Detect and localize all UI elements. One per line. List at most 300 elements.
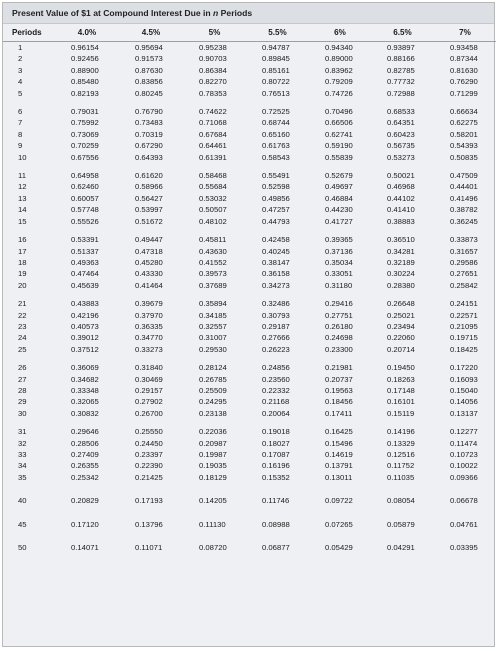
value-cell: 0.35034 <box>325 257 353 267</box>
value-cell: 0.64461 <box>199 141 227 151</box>
column-header-rate: 4.0% <box>55 24 119 42</box>
value-cell: 0.29416 <box>325 299 353 309</box>
spacer-cell <box>3 99 496 106</box>
value-cell: 0.58966 <box>135 182 163 192</box>
value-cell: 0.34281 <box>387 246 415 256</box>
table-row <box>3 193 496 204</box>
table-row <box>3 257 496 268</box>
period-cell: 23 <box>18 321 27 331</box>
value-cell: 0.21981 <box>325 363 353 373</box>
value-cell: 0.17087 <box>262 450 290 459</box>
value-cell: 0.12277 <box>450 427 478 437</box>
value-cell: 0.35894 <box>199 299 227 309</box>
value-cell: 0.34185 <box>199 310 227 320</box>
value-cell: 0.66506 <box>325 118 353 128</box>
table-row <box>3 519 496 530</box>
value-cell: 0.25842 <box>450 280 478 290</box>
value-cell: 0.11746 <box>262 496 290 506</box>
period-cell: 19 <box>18 269 27 279</box>
value-cell: 0.41410 <box>387 205 415 215</box>
table-row <box>3 426 496 437</box>
value-cell: 0.39679 <box>135 299 163 309</box>
header-row <box>3 24 496 42</box>
value-cell: 0.36158 <box>262 269 290 279</box>
table-row <box>3 280 496 291</box>
value-cell: 0.30469 <box>135 374 163 384</box>
value-cell: 0.41464 <box>135 280 163 290</box>
value-cell: 0.74622 <box>199 107 227 117</box>
value-cell: 0.51672 <box>135 216 163 226</box>
value-cell: 0.12516 <box>387 450 415 459</box>
value-cell: 0.58201 <box>450 129 478 139</box>
value-cell: 0.59190 <box>325 141 353 151</box>
period-cell: 11 <box>18 171 26 181</box>
period-cell: 16 <box>18 235 27 245</box>
table-row <box>3 204 496 215</box>
value-cell: 0.20987 <box>199 438 227 448</box>
group-spacer-row <box>3 483 496 495</box>
value-cell: 0.26785 <box>199 374 227 384</box>
spacer-cell <box>3 163 496 170</box>
value-cell: 0.50835 <box>450 152 478 162</box>
value-cell: 0.93458 <box>450 43 478 52</box>
value-cell: 0.20064 <box>262 408 290 418</box>
table-row <box>3 106 496 117</box>
group-spacer-row <box>3 507 496 519</box>
value-cell: 0.73483 <box>135 118 163 128</box>
value-cell: 0.49856 <box>262 193 290 203</box>
period-cell: 33 <box>18 450 27 459</box>
value-cell: 0.15496 <box>325 438 353 448</box>
value-cell: 0.68533 <box>387 107 415 117</box>
value-cell: 0.65160 <box>262 129 290 139</box>
value-cell: 0.42196 <box>71 310 99 320</box>
value-cell: 0.36335 <box>135 321 163 331</box>
value-cell: 0.13137 <box>450 408 478 418</box>
table-body <box>3 42 496 554</box>
value-cell: 0.50021 <box>387 171 415 181</box>
value-cell: 0.81630 <box>450 65 478 75</box>
value-cell: 0.19563 <box>325 385 353 395</box>
value-cell: 0.55839 <box>325 152 353 162</box>
value-cell: 0.24151 <box>450 299 478 309</box>
table-row <box>3 449 496 460</box>
value-cell: 0.88166 <box>387 54 415 64</box>
column-header-periods: Periods <box>3 24 55 42</box>
value-cell: 0.50507 <box>199 205 227 215</box>
value-cell: 0.46968 <box>387 182 415 192</box>
column-header-rate: 6% <box>309 24 371 42</box>
period-cell: 21 <box>18 299 27 309</box>
period-cell: 32 <box>18 438 27 448</box>
value-cell: 0.46884 <box>325 193 353 203</box>
spacer-cell <box>3 419 496 426</box>
value-cell: 0.34273 <box>262 280 290 290</box>
value-cell: 0.18456 <box>325 397 353 407</box>
value-cell: 0.80245 <box>135 88 163 98</box>
value-cell: 0.37970 <box>135 310 163 320</box>
table-title <box>3 3 494 24</box>
value-cell: 0.64393 <box>135 152 163 162</box>
group-spacer-row <box>3 227 496 234</box>
column-header-rate: 5.5% <box>246 24 309 42</box>
period-cell: 27 <box>18 374 27 384</box>
value-cell: 0.22390 <box>135 461 163 471</box>
value-cell: 0.19450 <box>387 363 415 373</box>
spacer-cell <box>3 355 496 362</box>
value-cell: 0.26223 <box>262 344 290 354</box>
value-cell: 0.05429 <box>325 543 353 553</box>
value-cell: 0.55491 <box>262 171 290 181</box>
value-cell: 0.62275 <box>450 118 478 128</box>
value-cell: 0.15119 <box>387 408 415 418</box>
value-cell: 0.10022 <box>450 461 478 471</box>
value-cell: 0.68744 <box>262 118 290 128</box>
value-cell: 0.83962 <box>325 65 353 75</box>
present-value-table <box>3 24 496 553</box>
value-cell: 0.30224 <box>387 269 415 279</box>
value-cell: 0.13329 <box>387 438 415 448</box>
value-cell: 0.34682 <box>71 374 99 384</box>
value-cell: 0.29157 <box>135 385 163 395</box>
table-row <box>3 117 496 128</box>
spacer-cell <box>3 227 496 234</box>
value-cell: 0.45639 <box>71 280 99 290</box>
value-cell: 0.32189 <box>387 257 415 267</box>
value-cell: 0.61620 <box>135 171 163 181</box>
value-cell: 0.89000 <box>325 54 353 64</box>
value-cell: 0.22060 <box>387 333 415 343</box>
value-cell: 0.82270 <box>199 77 227 87</box>
table-row <box>3 332 496 343</box>
value-cell: 0.93897 <box>387 43 415 52</box>
value-cell: 0.27751 <box>325 310 353 320</box>
value-cell: 0.53273 <box>387 152 415 162</box>
value-cell: 0.29586 <box>450 257 478 267</box>
value-cell: 0.94787 <box>262 43 290 52</box>
value-cell: 0.11071 <box>135 543 163 553</box>
value-cell: 0.16196 <box>262 461 290 471</box>
value-cell: 0.67290 <box>135 141 163 151</box>
value-cell: 0.25021 <box>387 310 415 320</box>
value-cell: 0.67556 <box>71 152 99 162</box>
value-cell: 0.86384 <box>199 65 227 75</box>
value-cell: 0.39365 <box>325 235 353 245</box>
value-cell: 0.09722 <box>325 496 353 506</box>
value-cell: 0.32065 <box>71 397 99 407</box>
value-cell: 0.92456 <box>71 54 99 64</box>
value-cell: 0.61763 <box>262 141 290 151</box>
table-row <box>3 362 496 373</box>
value-cell: 0.80722 <box>262 77 290 87</box>
value-cell: 0.22571 <box>450 310 478 320</box>
period-cell: 10 <box>18 152 27 162</box>
table-row <box>3 88 496 99</box>
table-row <box>3 310 496 321</box>
period-cell: 17 <box>18 246 27 256</box>
value-cell: 0.55684 <box>199 182 227 192</box>
value-cell: 0.14205 <box>199 496 227 506</box>
value-cell: 0.53032 <box>199 193 227 203</box>
value-cell: 0.15352 <box>262 472 290 482</box>
value-cell: 0.78353 <box>199 88 227 98</box>
value-cell: 0.20737 <box>325 374 353 384</box>
value-cell: 0.64958 <box>71 171 99 181</box>
value-cell: 0.18425 <box>450 344 478 354</box>
value-cell: 0.28380 <box>387 280 415 290</box>
table-title-suffix: Periods <box>218 8 253 18</box>
value-cell: 0.85161 <box>262 65 290 75</box>
value-cell: 0.58468 <box>199 171 227 181</box>
value-cell: 0.18263 <box>387 374 415 384</box>
table-row <box>3 140 496 151</box>
value-cell: 0.89845 <box>262 54 290 64</box>
table-row <box>3 460 496 471</box>
value-cell: 0.25550 <box>135 427 163 437</box>
value-cell: 0.70496 <box>325 107 353 117</box>
value-cell: 0.18027 <box>262 438 290 448</box>
spacer-cell <box>3 483 496 495</box>
table-row <box>3 374 496 385</box>
value-cell: 0.15040 <box>450 385 478 395</box>
value-cell: 0.17148 <box>387 385 415 395</box>
table-row <box>3 246 496 257</box>
value-cell: 0.19715 <box>450 333 478 343</box>
table-row <box>3 344 496 355</box>
value-cell: 0.37689 <box>199 280 227 290</box>
table-title-variable: n <box>213 8 219 18</box>
table-row <box>3 65 496 76</box>
value-cell: 0.06678 <box>450 496 478 506</box>
value-cell: 0.14619 <box>325 450 353 459</box>
value-cell: 0.23397 <box>135 450 163 459</box>
value-cell: 0.24698 <box>325 333 353 343</box>
table-row <box>3 53 496 64</box>
table-row <box>3 76 496 87</box>
value-cell: 0.31007 <box>199 333 227 343</box>
value-cell: 0.08988 <box>262 519 290 529</box>
table-row <box>3 396 496 407</box>
value-cell: 0.08720 <box>199 543 227 553</box>
value-cell: 0.66634 <box>450 107 478 117</box>
value-cell: 0.03395 <box>450 543 478 553</box>
value-cell: 0.36069 <box>71 363 99 373</box>
value-cell: 0.71299 <box>450 88 478 98</box>
value-cell: 0.62460 <box>71 182 99 192</box>
period-cell: 5 <box>18 88 23 98</box>
value-cell: 0.13796 <box>135 519 163 529</box>
value-cell: 0.44230 <box>325 205 353 215</box>
value-cell: 0.62741 <box>325 129 353 139</box>
value-cell: 0.53391 <box>71 235 99 245</box>
value-cell: 0.05879 <box>387 519 415 529</box>
table-row <box>3 472 496 483</box>
value-cell: 0.30793 <box>262 310 290 320</box>
value-cell: 0.17193 <box>135 496 163 506</box>
value-cell: 0.82785 <box>387 65 415 75</box>
value-cell: 0.29646 <box>71 427 99 437</box>
group-spacer-row <box>3 530 496 542</box>
value-cell: 0.10723 <box>450 450 478 459</box>
group-spacer-row <box>3 419 496 426</box>
value-cell: 0.22036 <box>199 427 227 437</box>
value-cell: 0.79031 <box>71 107 99 117</box>
value-cell: 0.17120 <box>71 519 99 529</box>
value-cell: 0.06877 <box>262 543 290 553</box>
value-cell: 0.76513 <box>262 88 290 98</box>
value-cell: 0.45811 <box>199 235 227 245</box>
period-cell: 30 <box>18 408 27 418</box>
period-cell: 3 <box>18 65 23 75</box>
value-cell: 0.21168 <box>262 397 290 407</box>
value-cell: 0.24856 <box>262 363 290 373</box>
value-cell: 0.14071 <box>71 543 99 553</box>
value-cell: 0.11474 <box>450 438 478 448</box>
value-cell: 0.77732 <box>387 77 415 87</box>
value-cell: 0.24295 <box>199 397 227 407</box>
value-cell: 0.07265 <box>325 519 353 529</box>
table-row <box>3 129 496 140</box>
value-cell: 0.67684 <box>199 129 227 139</box>
value-cell: 0.76290 <box>450 77 478 87</box>
period-cell: 4 <box>18 77 23 87</box>
value-cell: 0.95238 <box>199 43 227 52</box>
value-cell: 0.14056 <box>450 397 478 407</box>
group-spacer-row <box>3 291 496 298</box>
value-cell: 0.33348 <box>71 385 99 395</box>
value-cell: 0.23300 <box>325 344 353 354</box>
value-cell: 0.26700 <box>135 408 163 418</box>
value-cell: 0.13791 <box>325 461 353 471</box>
value-cell: 0.31657 <box>450 246 478 256</box>
value-cell: 0.41496 <box>450 193 478 203</box>
spacer-cell <box>3 291 496 298</box>
value-cell: 0.40245 <box>262 246 290 256</box>
value-cell: 0.22332 <box>262 385 290 395</box>
period-cell: 35 <box>18 472 27 482</box>
value-cell: 0.29530 <box>199 344 227 354</box>
value-cell: 0.16101 <box>387 397 415 407</box>
value-cell: 0.73069 <box>71 129 99 139</box>
value-cell: 0.19035 <box>199 461 227 471</box>
value-cell: 0.11035 <box>387 472 415 482</box>
value-cell: 0.47464 <box>71 269 99 279</box>
value-cell: 0.25342 <box>71 472 99 482</box>
value-cell: 0.44102 <box>387 193 415 203</box>
column-header-rate: 4.5% <box>119 24 183 42</box>
value-cell: 0.25509 <box>199 385 227 395</box>
period-cell: 18 <box>18 257 27 267</box>
value-cell: 0.23494 <box>387 321 415 331</box>
table-row <box>3 542 496 553</box>
value-cell: 0.52598 <box>262 182 290 192</box>
value-cell: 0.70259 <box>71 141 99 151</box>
value-cell: 0.52679 <box>325 171 353 181</box>
value-cell: 0.41727 <box>325 216 353 226</box>
value-cell: 0.87344 <box>450 54 478 64</box>
table-row <box>3 42 496 54</box>
value-cell: 0.38782 <box>450 205 478 215</box>
value-cell: 0.71068 <box>199 118 227 128</box>
value-cell: 0.39573 <box>199 269 227 279</box>
value-cell: 0.04291 <box>387 543 415 553</box>
value-cell: 0.16425 <box>325 427 353 437</box>
value-cell: 0.27902 <box>135 397 163 407</box>
value-cell: 0.27666 <box>262 333 290 343</box>
value-cell: 0.39012 <box>71 333 99 343</box>
value-cell: 0.57748 <box>71 205 99 215</box>
value-cell: 0.95694 <box>135 43 163 52</box>
value-cell: 0.20829 <box>71 496 99 506</box>
value-cell: 0.38883 <box>387 216 415 226</box>
value-cell: 0.28506 <box>71 438 99 448</box>
table-row <box>3 495 496 506</box>
value-cell: 0.24450 <box>135 438 163 448</box>
value-cell: 0.87630 <box>135 65 163 75</box>
value-cell: 0.72525 <box>262 107 290 117</box>
value-cell: 0.43630 <box>199 246 227 256</box>
table-row <box>3 152 496 163</box>
value-cell: 0.26355 <box>71 461 99 471</box>
period-cell: 40 <box>18 496 27 506</box>
value-cell: 0.94340 <box>325 43 353 52</box>
period-cell: 45 <box>18 519 27 529</box>
period-cell: 50 <box>18 543 27 553</box>
value-cell: 0.56735 <box>387 141 415 151</box>
value-cell: 0.61391 <box>199 152 227 162</box>
value-cell: 0.90703 <box>199 54 227 64</box>
value-cell: 0.28124 <box>199 363 227 373</box>
value-cell: 0.09366 <box>450 472 478 482</box>
value-cell: 0.32486 <box>262 299 290 309</box>
value-cell: 0.44401 <box>450 182 478 192</box>
value-cell: 0.36510 <box>387 235 415 245</box>
period-cell: 29 <box>18 397 27 407</box>
value-cell: 0.19987 <box>199 450 227 459</box>
table-row <box>3 321 496 332</box>
value-cell: 0.60057 <box>71 193 99 203</box>
table-row <box>3 216 496 227</box>
column-header-rate: 5% <box>183 24 246 42</box>
value-cell: 0.33273 <box>135 344 163 354</box>
value-cell: 0.37136 <box>325 246 353 256</box>
value-cell: 0.79209 <box>325 77 353 87</box>
spacer-cell <box>3 530 496 542</box>
period-cell: 34 <box>18 461 27 471</box>
value-cell: 0.21425 <box>135 472 163 482</box>
period-cell: 20 <box>18 280 27 290</box>
value-cell: 0.20714 <box>387 344 415 354</box>
value-cell: 0.44793 <box>262 216 290 226</box>
group-spacer-row <box>3 355 496 362</box>
group-spacer-row <box>3 99 496 106</box>
period-cell: 12 <box>18 182 27 192</box>
value-cell: 0.41552 <box>199 257 227 267</box>
period-cell: 9 <box>18 141 23 151</box>
value-cell: 0.70319 <box>135 129 163 139</box>
table-row <box>3 170 496 181</box>
value-cell: 0.96154 <box>71 43 99 52</box>
value-cell: 0.43330 <box>135 269 163 279</box>
value-cell: 0.33051 <box>325 269 353 279</box>
period-cell: 1 <box>18 43 23 52</box>
value-cell: 0.16093 <box>450 374 478 384</box>
value-cell: 0.45280 <box>135 257 163 267</box>
value-cell: 0.31840 <box>135 363 163 373</box>
value-cell: 0.21095 <box>450 321 478 331</box>
column-header-rate: 6.5% <box>371 24 434 42</box>
period-cell: 24 <box>18 333 27 343</box>
